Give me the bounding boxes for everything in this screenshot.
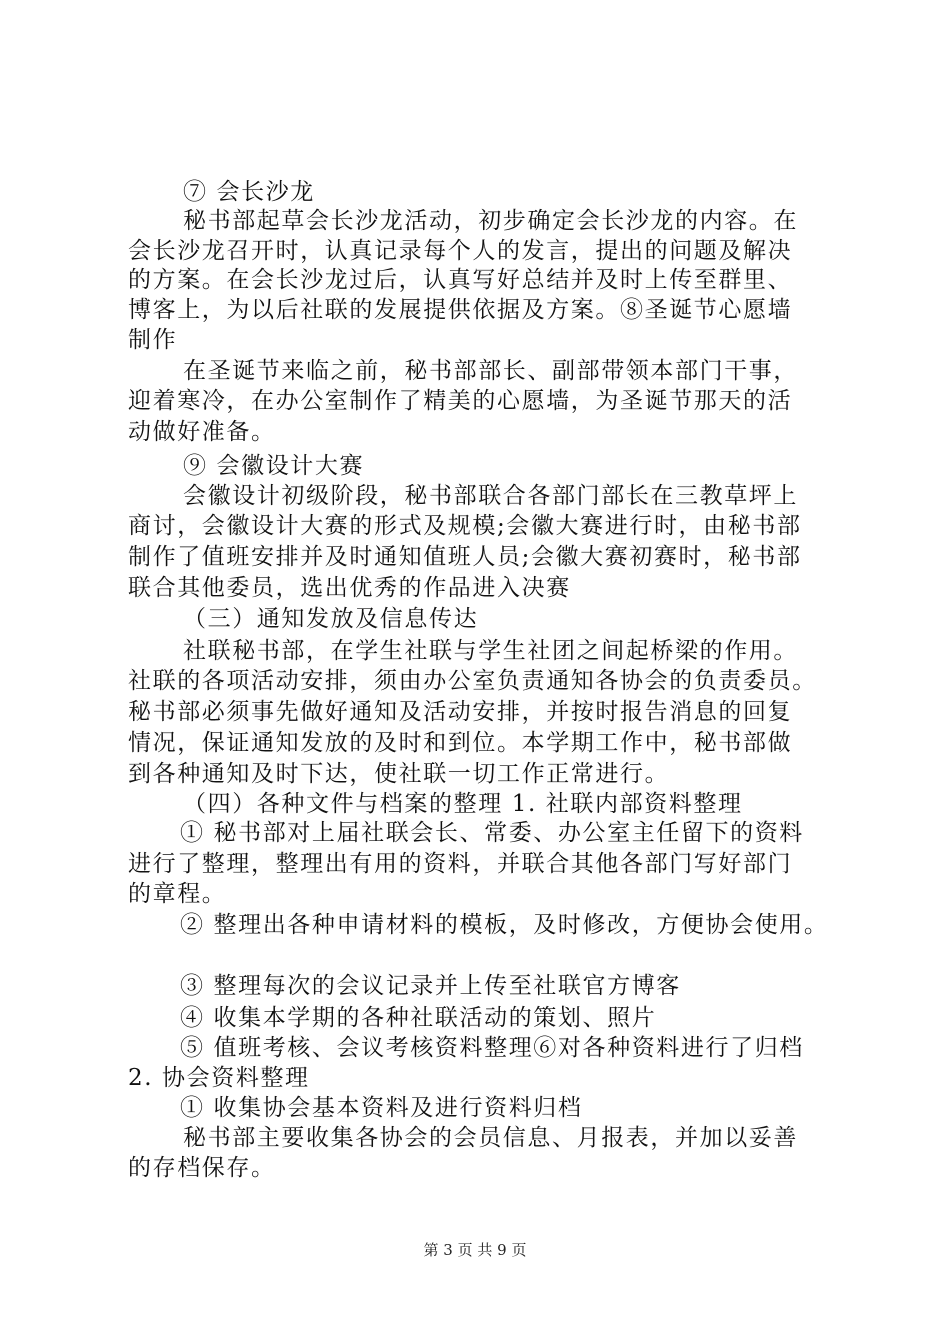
paragraph-line: 社联秘书部，在学生社联与学生社团之间起桥梁的作用。 bbox=[183, 638, 798, 664]
heading-salon: ⑦ 会长沙龙 bbox=[183, 179, 315, 205]
list-item: ⑤ 值班考核、会议考核资料整理⑥对各种资料进行了归档 bbox=[180, 1035, 804, 1061]
list-item: ① 秘书部对上届社联会长、常委、办公室主任留下的资料 bbox=[180, 820, 804, 846]
paragraph-line: 商讨，会徽设计大赛的形式及规模;会徽大赛进行时，由秘书部 bbox=[128, 513, 802, 539]
paragraph-line: 的方案。在会长沙龙过后，认真写好总结并及时上传至群里、 bbox=[128, 267, 793, 293]
list-item: ③ 整理每次的会议记录并上传至社联官方博客 bbox=[180, 973, 681, 999]
paragraph-line: 会长沙龙召开时，认真记录每个人的发言，提出的问题及解决 bbox=[128, 238, 793, 264]
paragraph-line: 会徽设计初级阶段，秘书部联合各部门部长在三教草坪上 bbox=[183, 483, 798, 509]
paragraph-line: 秘书部必须事先做好通知及活动安排，并按时报告消息的回复 bbox=[128, 699, 793, 725]
section-heading-3: （三）通知发放及信息传达 bbox=[183, 606, 479, 632]
heading-emblem-contest: ⑨ 会徽设计大赛 bbox=[183, 453, 365, 479]
list-item: ① 收集协会基本资料及进行资料归档 bbox=[180, 1095, 583, 1121]
paragraph-line: 制作了值班安排并及时通知值班人员;会徽大赛初赛时，秘书部 bbox=[128, 544, 802, 570]
list-item: ④ 收集本学期的各种社联活动的策划、照片 bbox=[180, 1005, 657, 1031]
paragraph-line: 进行了整理，整理出有用的资料，并联合其他各部门写好部门 bbox=[128, 851, 793, 877]
paragraph-line: 在圣诞节来临之前，秘书部部长、副部带领本部门干事， bbox=[183, 358, 798, 384]
paragraph-line: 秘书部起草会长沙龙活动，初步确定会长沙龙的内容。在 bbox=[183, 208, 798, 234]
paragraph-line: 秘书部主要收集各协会的会员信息、月报表，并加以妥善 bbox=[183, 1125, 798, 1151]
paragraph-line: 社联的各项活动安排，须由办公室负责通知各协会的负责委员。 bbox=[128, 668, 817, 694]
paragraph-line: 情况，保证通知发放的及时和到位。本学期工作中，秘书部做 bbox=[128, 730, 793, 756]
paragraph-line: 的存档保存。 bbox=[128, 1155, 276, 1181]
paragraph-line: 联合其他委员，选出优秀的作品进入决赛 bbox=[128, 575, 571, 601]
paragraph-line: 动做好准备。 bbox=[128, 419, 276, 445]
list-item: ② 整理出各种申请材料的模板，及时修改，方便协会使用。 bbox=[180, 912, 829, 938]
paragraph-line: 制作 bbox=[128, 327, 178, 353]
subsection-heading: 2. 协会资料整理 bbox=[128, 1065, 310, 1091]
paragraph-line: 到各种通知及时下达，使社联一切工作正常进行。 bbox=[128, 761, 670, 787]
paragraph-line: 的章程。 bbox=[128, 881, 227, 907]
page-footer: 第 3 页 共 9 页 bbox=[423, 1241, 527, 1259]
paragraph-line: 迎着寒冷，在办公室制作了精美的心愿墙，为圣诞节那天的活 bbox=[128, 388, 793, 414]
section-heading-4: （四）各种文件与档案的整理 1. 社联内部资料整理 bbox=[183, 791, 743, 817]
paragraph-line: 博客上，为以后社联的发展提供依据及方案。⑧圣诞节心愿墙 bbox=[128, 297, 793, 323]
